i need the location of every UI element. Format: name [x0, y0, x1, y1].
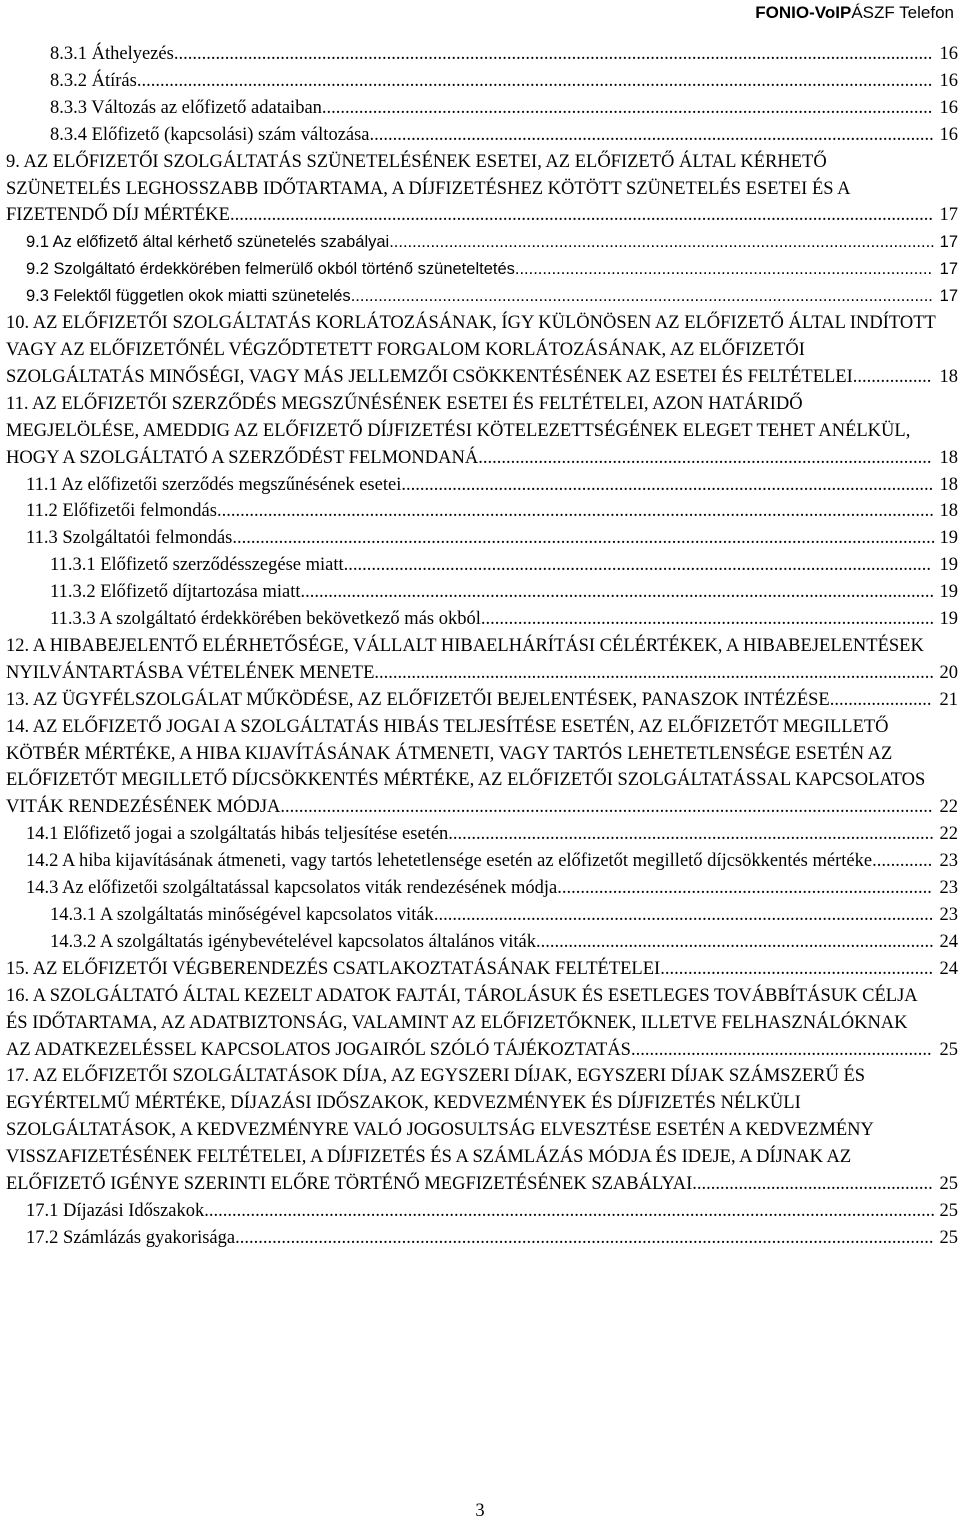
toc-entry-title [26, 229, 936, 256]
toc-entry-page: 25 [939, 1174, 958, 1195]
toc-leader-dots: ............................................................................................................................................................................ [136, 70, 933, 91]
toc-leader-dots: ....................................................................................................................... [389, 233, 935, 252]
toc-entry[interactable] [6, 579, 958, 606]
toc-entry[interactable] [6, 821, 958, 848]
toc-leader-dots: .................................................................................................. [478, 447, 932, 468]
toc-entry-page: 24 [939, 958, 958, 979]
toc-entry-page: 24 [939, 931, 958, 952]
toc-entry[interactable] [6, 929, 958, 956]
toc-leader-dots: .................................................................................................................................................................... [173, 44, 933, 64]
toc-entry-text: 11.1 Az előfizetői szerződés megszűnésének esetei [26, 474, 402, 495]
toc-leader-dots: ................................................................. [630, 1039, 932, 1060]
toc-entry-text: 8.3.4 Előfizető (kapcsolási) szám változása [50, 124, 370, 145]
toc-entry[interactable] [6, 633, 958, 687]
toc-entry-text: 11.3.1 Előfizető szerződésszegése miatt [50, 555, 344, 576]
toc-leader-dots: ............................................................................................................................................. [280, 797, 933, 818]
header-brand: FONIO-VoIP [755, 3, 852, 22]
toc-entry-title [26, 283, 936, 310]
toc-entry-title [26, 525, 936, 552]
toc-entry-title [26, 821, 936, 848]
toc-entry-title [6, 983, 936, 1064]
toc-leader-dots: ......................................................................................................................................... [300, 582, 935, 603]
toc-leader-dots: ............................................................................................................................... [350, 287, 933, 306]
toc-entry-text: 17.1 Díjazási Időszakok [26, 1200, 205, 1221]
toc-entry-page: 19 [939, 555, 958, 576]
toc-entry-title [50, 41, 936, 68]
toc-entry-page: 18 [939, 501, 958, 522]
toc-entry-page: 21 [939, 689, 958, 710]
toc-entry-page: 19 [939, 609, 958, 630]
toc-entry-title [50, 552, 936, 579]
toc-entry[interactable] [6, 1198, 958, 1225]
toc-entry[interactable] [6, 687, 958, 714]
toc-leader-dots: ....................................................................................................................................................... [235, 1227, 934, 1248]
toc-entry-page: 16 [939, 70, 958, 91]
toc-entry[interactable] [6, 122, 958, 149]
toc-entry[interactable] [6, 552, 958, 579]
toc-leader-dots: ............................................................................................................ [433, 905, 934, 925]
toc-leader-dots: ................. [852, 366, 932, 387]
toc-entry-title [26, 1225, 936, 1252]
toc-entry-page: 25 [939, 1039, 958, 1060]
toc-entry-page: 19 [939, 528, 958, 549]
toc-entry-text: 8.3.3 Változás az előfizető adataiban [50, 97, 322, 118]
toc-entry-text: 11. AZ ELŐFIZETŐI SZERZŐDÉS MEGSZŰNÉSÉNEK ESETEI ÉS FELTÉTELEI, AZON HATÁRIDŐ MEGJELÖLÉSE, AMEDDIG AZ ELŐFIZETŐ DÍJFIZETÉSI KÖTELEZETTSÉGÉNEK ELEGET TEHET ANÉLKÜL, HOGY A SZOLGÁLTATÓ A SZERZŐDÉST FELMONDANÁ [6, 393, 911, 468]
toc-entry-page: 18 [939, 366, 958, 387]
toc-entry-text: 13. AZ ÜGYFÉLSZOLGÁLAT MŰKÖDÉSE, AZ ELŐFIZETŐI BEJELENTÉSEK, PANASZOK INTÉZÉSE [6, 689, 830, 710]
toc-entry-page: 17 [939, 205, 958, 226]
toc-entry-title [50, 902, 936, 929]
toc-entry-page: 23 [939, 878, 958, 899]
toc-entry-text: 17. AZ ELŐFIZETŐI SZOLGÁLTATÁSOK DÍJA, AZ EGYSZERI DÍJAK, EGYSZERI DÍJAK SZÁMSZERŰ ÉS EGYÉRTELMŰ MÉRTÉKE, DÍJAZÁSI IDŐSZAKOK, KEDVEZMÉNYEK ÉS DÍJFIZETÉS NÉLKÜLI SZOLGÁLTATÁSOK, A KEDVEZMÉNYRE VALÓ JOGOSULTSÁG ELVESZTÉSE ESETÉN A KEDVEZMÉNY VISSZAFIZETÉSÉNEK FELTÉTELEI, A DÍJFIZETÉS ÉS A SZÁMLÁZÁS MÓDJA ÉS IDEJE, A DÍJNAK AZ ELŐFIZETŐ IGÉNYE SZERINTI ELŐRE TÖRTÉNŐ MEGFIZETÉSÉNEK SZABÁLYAI [6, 1066, 874, 1195]
toc-entry-title [6, 1063, 936, 1198]
toc-leader-dots: ......................................................................................................... [448, 824, 934, 845]
toc-entry-title [50, 606, 936, 633]
toc-entry-title [50, 929, 936, 956]
toc-entry[interactable] [6, 956, 958, 983]
toc-entry-text: 8.3.1 Áthelyezés [50, 44, 174, 64]
toc-entry-page: 17 [939, 260, 958, 279]
toc-entry[interactable] [6, 310, 958, 391]
toc-leader-dots: ........................................................................................................................................................ [229, 205, 933, 226]
toc-leader-dots: ................................................................................. [557, 878, 932, 899]
toc-entry-text: 14.3.2 A szolgáltatás igénybevételével kapcsolatos általános viták [50, 931, 537, 952]
toc-entry[interactable] [6, 714, 958, 822]
toc-leader-dots: ............. [872, 851, 933, 872]
toc-entry-page: 18 [939, 447, 958, 468]
toc-entry-page: 25 [939, 1200, 958, 1221]
toc-entry-title [6, 310, 936, 391]
toc-entry-text: 8.3.2 Átírás [50, 70, 137, 91]
toc-leader-dots: ...................................................................................... [536, 931, 934, 952]
header-subtitle: ÁSZF Telefon [851, 3, 954, 22]
toc-entry-title [26, 875, 936, 902]
toc-entry[interactable] [6, 391, 958, 472]
toc-entry-title [50, 95, 936, 122]
toc-entry-text: 10. AZ ELŐFIZETŐI SZOLGÁLTATÁS KORLÁTOZÁSÁNAK, ÍGY KÜLÖNÖSEN AZ ELŐFIZETŐ ÁLTAL INDÍTOTT VAGY AZ ELŐFIZETŐNÉL VÉGZŐDTETETT FORGALOM KORLÁTOZÁSÁNAK, AZ ELŐFIZETŐI SZOLGÁLTATÁS MINŐSÉGI, VAGY MÁS JELLEMZŐI CSÖKKENTÉSÉNEK AZ ESETEI ÉS FELTÉTELEI [6, 313, 936, 387]
toc-entry[interactable] [6, 41, 958, 68]
toc-entry[interactable] [6, 875, 958, 902]
toc-entry[interactable] [6, 848, 958, 875]
toc-entry-title [26, 1198, 936, 1225]
toc-entry-title [50, 68, 936, 95]
toc-entry-page: 16 [939, 97, 958, 118]
toc-entry[interactable] [6, 68, 958, 95]
page-number: 3 [475, 1501, 485, 1521]
toc-entry[interactable] [6, 283, 958, 310]
toc-entry-title [26, 848, 936, 875]
toc-leader-dots: ........................................................... [660, 958, 934, 979]
toc-entry-title [6, 714, 936, 822]
toc-entry-title [6, 956, 936, 983]
toc-leader-dots: ...................... [829, 689, 932, 710]
toc-entry-page: 18 [939, 474, 958, 495]
toc-leader-dots: ........................................................................................................................................................... [216, 501, 934, 522]
toc-entry-page: 16 [939, 44, 958, 64]
toc-entry-text: 14.3.1 A szolgáltatás minőségével kapcsolatos viták [50, 905, 434, 925]
toc-entry-title [50, 579, 936, 606]
toc-entry-title [6, 633, 936, 687]
toc-entry-page: 20 [939, 662, 958, 683]
toc-entry-text: 11.3.3 A szolgáltató érdekkörében bekövetkező más okból [50, 609, 481, 630]
toc-entry-text: 14.2 A hiba kijavításának átmeneti, vagy tartós lehetetlensége esetén az előfizetőt megillető díjcsökkentés mértéke [26, 851, 873, 872]
toc-entry-text: 14. AZ ELŐFIZETŐ JOGAI A SZOLGÁLTATÁS HIBÁS TELJESÍTÉSE ESETÉN, AZ ELŐFIZETŐT MEGILLETŐ KÖTBÉR MÉRTÉKE, A HIBA KIJAVÍTÁSÁNAK ÁTMENETI, VAGY TARTÓS LEHETETLENSÉGE ESETÉN AZ ELŐFIZETŐT MEGILLETŐ DÍJCSÖKKENTÉS MÉRTÉKE, AZ ELŐFIZETŐI SZOLGÁLTATÁSSAL KAPCSOLATOS VITÁK RENDEZÉSÉNEK MÓDJA [6, 716, 926, 818]
toc-leader-dots: ................................................................................................................... [401, 474, 934, 495]
toc-entry-title [26, 256, 936, 283]
toc-entry-text: 17.2 Számlázás gyakorisága [26, 1227, 236, 1248]
toc-entry-title [26, 498, 936, 525]
toc-entry[interactable] [6, 472, 958, 499]
toc-entry-title [26, 472, 936, 499]
toc-entry-page: 23 [939, 851, 958, 872]
toc-leader-dots: .......................................................................................................................... [369, 124, 934, 145]
toc-entry-page: 25 [939, 1227, 958, 1248]
toc-leader-dots: .................................................................................................. [480, 609, 935, 630]
table-of-contents [6, 41, 958, 1252]
running-header [755, 2, 954, 24]
toc-entry-page: 16 [939, 124, 958, 145]
toc-entry[interactable] [6, 983, 958, 1064]
toc-leader-dots: .................................................................................................................................... [321, 97, 933, 118]
toc-entry-text: 15. AZ ELŐFIZETŐI VÉGBERENDEZÉS CSATLAKOZTATÁSÁNAK FELTÉTELEI [6, 958, 661, 979]
toc-leader-dots: ............................................................................................................................... [343, 555, 932, 576]
toc-entry[interactable] [6, 902, 958, 929]
toc-entry-text: 9.3 Felektől független okok miatti szünetelés [26, 287, 351, 306]
toc-leader-dots: ......................................................................................................................... [374, 662, 935, 683]
toc-entry-title [6, 149, 936, 230]
toc-entry-title [6, 391, 936, 472]
toc-entry[interactable] [6, 1225, 958, 1252]
toc-entry-page: 22 [939, 824, 958, 845]
toc-entry-text: 14.1 Előfizető jogai a szolgáltatás hibás teljesítése esetén [26, 824, 449, 845]
toc-entry-text: 11.2 Előfizetői felmondás [26, 501, 217, 522]
toc-entry-text: 11.3 Szolgáltatói felmondás [26, 528, 233, 549]
toc-entry[interactable] [6, 95, 958, 122]
toc-entry[interactable] [6, 256, 958, 283]
toc-entry[interactable] [6, 525, 958, 552]
toc-leader-dots: ........................................................................................................................................................ [232, 528, 936, 549]
toc-entry-page: 17 [939, 233, 958, 252]
toc-entry-page: 23 [939, 905, 958, 925]
toc-entry[interactable] [6, 229, 958, 256]
toc-entry[interactable] [6, 1063, 958, 1198]
toc-entry-text: 9.2 Szolgáltató érdekkörében felmerülő okból történő szüneteltetés [26, 260, 515, 279]
toc-entry-text: 11.3.2 Előfizető díjtartozása miatt [50, 582, 301, 603]
toc-entry[interactable] [6, 606, 958, 633]
toc-leader-dots: .................................................... [692, 1174, 933, 1195]
toc-entry-text: 9. AZ ELŐFIZETŐI SZOLGÁLTATÁS SZÜNETELÉSÉNEK ESETEI, AZ ELŐFIZETŐ ÁLTAL KÉRHETŐ SZÜNETELÉS LEGHOSSZABB IDŐTARTAMA, A DÍJFIZETÉSHEZ KÖTÖTT SZÜNETELÉS ESETEI ÉS A FIZETENDŐ DÍJ MÉRTÉKE [6, 151, 850, 226]
toc-entry-page: 22 [939, 797, 958, 818]
toc-entry-title [6, 687, 936, 714]
toc-entry-text: 16. A SZOLGÁLTATÓ ÁLTAL KEZELT ADATOK FAJTÁI, TÁROLÁSUK ÉS ESETLEGES TOVÁBBÍTÁSUK CÉLJA ÉS IDŐTARTAMA, AZ ADATBIZTONSÁG, VALAMINT AZ ELŐFIZETŐKNEK, ILLETVE FELHASZNÁLÓKNAK AZ ADATKEZELÉSSEL KAPCSOLATOS JOGAIRÓL SZÓLÓ TÁJÉKOZTATÁS [6, 985, 917, 1060]
toc-entry-text: 12. A HIBABEJELENTŐ ELÉRHETŐSÉGE, VÁLLALT HIBAELHÁRÍTÁSI CÉLÉRTÉKEK, A HIBABEJELENTÉSEK NYILVÁNTARTÁSBA VÉTELÉNEK MENETE [6, 635, 924, 683]
toc-entry-text: 14.3 Az előfizetői szolgáltatással kapcsolatos viták rendezésének módja [26, 878, 558, 899]
toc-entry-title [50, 122, 936, 149]
toc-entry-page: 19 [939, 582, 958, 603]
toc-leader-dots: ........................................................................................... [514, 260, 933, 279]
toc-entry-text: 9.1 Az előfizető által kérhető szünetelés szabályai [26, 233, 390, 252]
toc-entry[interactable] [6, 149, 958, 230]
toc-entry-page: 17 [939, 287, 958, 306]
toc-entry[interactable] [6, 498, 958, 525]
toc-leader-dots: .............................................................................................................................................................. [204, 1200, 936, 1221]
